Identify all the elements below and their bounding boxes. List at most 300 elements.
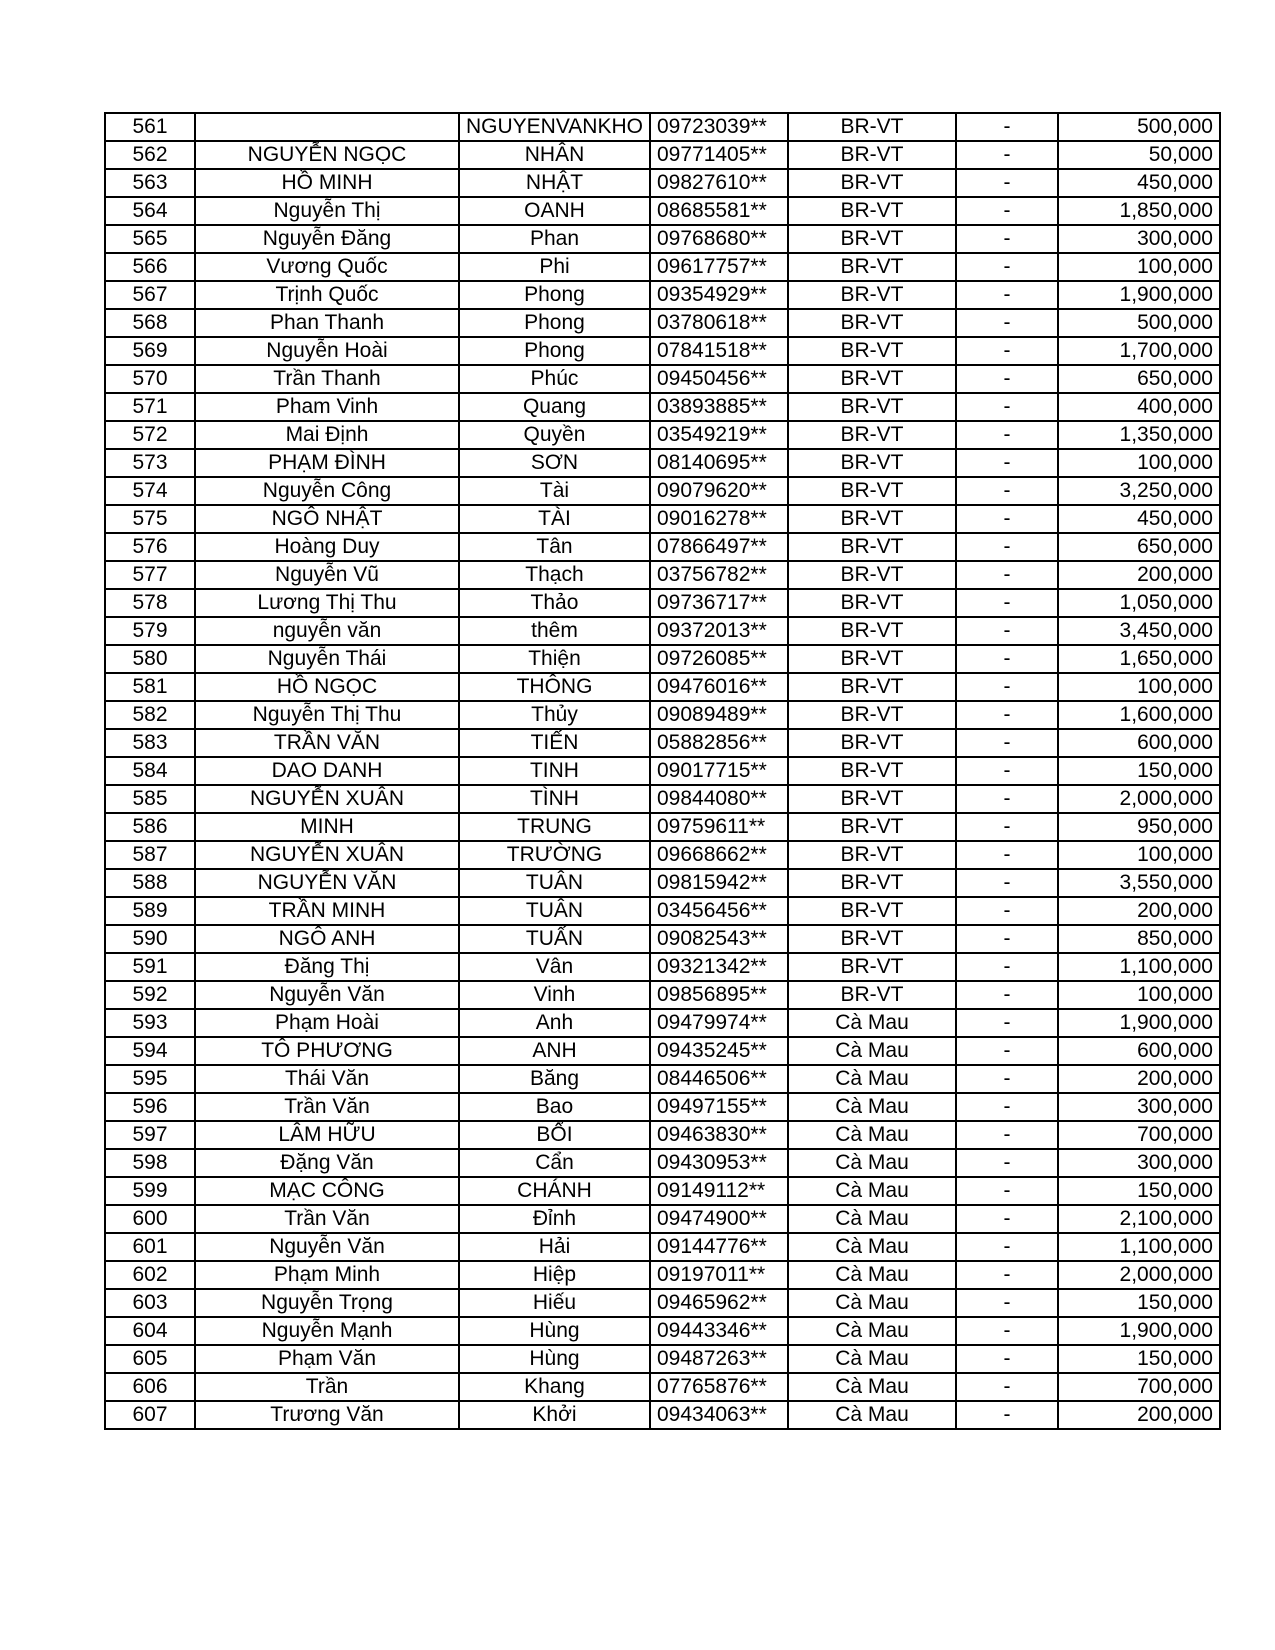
phone-cell: 09321342** xyxy=(650,953,788,981)
province-cell: Cà Mau xyxy=(788,1261,956,1289)
phone-cell: 09479974** xyxy=(650,1009,788,1037)
table-row xyxy=(105,701,1220,729)
given-name-cell: Phong xyxy=(459,309,650,337)
surname-cell: TRẦN VĂN xyxy=(195,729,459,757)
phone-cell: 09476016** xyxy=(650,673,788,701)
amount-cell: 100,000 xyxy=(1058,981,1220,1009)
amount-cell: 100,000 xyxy=(1058,841,1220,869)
amount-cell: 300,000 xyxy=(1058,1093,1220,1121)
amount-cell: 1,050,000 xyxy=(1058,589,1220,617)
table-row xyxy=(105,1373,1220,1401)
table-row xyxy=(105,925,1220,953)
table-row xyxy=(105,617,1220,645)
amount-cell: 1,900,000 xyxy=(1058,1317,1220,1345)
amount-cell: 500,000 xyxy=(1058,113,1220,141)
given-name-cell: TIẾN xyxy=(459,729,650,757)
surname-cell: nguyễn văn xyxy=(195,617,459,645)
province-cell: BR-VT xyxy=(788,785,956,813)
row-number: 581 xyxy=(105,673,195,701)
given-name-cell: Thảo xyxy=(459,589,650,617)
amount-cell: 1,850,000 xyxy=(1058,197,1220,225)
table-row xyxy=(105,393,1220,421)
phone-cell: 09082543** xyxy=(650,925,788,953)
amount-cell: 200,000 xyxy=(1058,1065,1220,1093)
surname-cell: Trần Văn xyxy=(195,1093,459,1121)
province-cell: BR-VT xyxy=(788,869,956,897)
province-cell: BR-VT xyxy=(788,225,956,253)
surname-cell: TRẦN MINH xyxy=(195,897,459,925)
given-name-cell: Đỉnh xyxy=(459,1205,650,1233)
surname-cell: Hoàng Duy xyxy=(195,533,459,561)
amount-cell: 650,000 xyxy=(1058,533,1220,561)
dash-cell: - xyxy=(956,1289,1058,1317)
province-cell: BR-VT xyxy=(788,645,956,673)
row-number: 578 xyxy=(105,589,195,617)
province-cell: Cà Mau xyxy=(788,1373,956,1401)
row-number: 561 xyxy=(105,113,195,141)
amount-cell: 650,000 xyxy=(1058,365,1220,393)
amount-cell: 100,000 xyxy=(1058,253,1220,281)
surname-cell: Vương Quốc xyxy=(195,253,459,281)
phone-cell: 09372013** xyxy=(650,617,788,645)
province-cell: BR-VT xyxy=(788,813,956,841)
province-cell: Cà Mau xyxy=(788,1289,956,1317)
row-number: 585 xyxy=(105,785,195,813)
surname-cell: NGUYỄN XUÂN xyxy=(195,785,459,813)
amount-cell: 400,000 xyxy=(1058,393,1220,421)
surname-cell: Phạm Hoài xyxy=(195,1009,459,1037)
province-cell: Cà Mau xyxy=(788,1037,956,1065)
province-cell: BR-VT xyxy=(788,337,956,365)
table-row xyxy=(105,645,1220,673)
phone-cell: 09435245** xyxy=(650,1037,788,1065)
amount-cell: 1,100,000 xyxy=(1058,1233,1220,1261)
table-row xyxy=(105,253,1220,281)
phone-cell: 07841518** xyxy=(650,337,788,365)
row-number: 570 xyxy=(105,365,195,393)
table-row xyxy=(105,225,1220,253)
dash-cell: - xyxy=(956,169,1058,197)
surname-cell: Lương Thị Thu xyxy=(195,589,459,617)
row-number: 567 xyxy=(105,281,195,309)
phone-cell: 09617757** xyxy=(650,253,788,281)
phone-cell: 09465962** xyxy=(650,1289,788,1317)
row-number: 566 xyxy=(105,253,195,281)
row-number: 580 xyxy=(105,645,195,673)
given-name-cell: TINH xyxy=(459,757,650,785)
province-cell: BR-VT xyxy=(788,673,956,701)
phone-cell: 09768680** xyxy=(650,225,788,253)
given-name-cell: NHẬT xyxy=(459,169,650,197)
surname-cell: Nguyễn Thái xyxy=(195,645,459,673)
given-name-cell: Phan xyxy=(459,225,650,253)
phone-cell: 09450456** xyxy=(650,365,788,393)
surname-cell: DAO DANH xyxy=(195,757,459,785)
row-number: 577 xyxy=(105,561,195,589)
phone-cell: 03549219** xyxy=(650,421,788,449)
province-cell: BR-VT xyxy=(788,477,956,505)
surname-cell: Trần xyxy=(195,1373,459,1401)
surname-cell: NGÔ ANH xyxy=(195,925,459,953)
dash-cell: - xyxy=(956,1065,1058,1093)
table-row xyxy=(105,169,1220,197)
surname-cell: Nguyễn Hoài xyxy=(195,337,459,365)
dash-cell: - xyxy=(956,1261,1058,1289)
given-name-cell: Tân xyxy=(459,533,650,561)
province-cell: BR-VT xyxy=(788,589,956,617)
row-number: 603 xyxy=(105,1289,195,1317)
phone-cell: 09443346** xyxy=(650,1317,788,1345)
row-number: 589 xyxy=(105,897,195,925)
row-number: 597 xyxy=(105,1121,195,1149)
given-name-cell: TRƯỜNG xyxy=(459,841,650,869)
dash-cell: - xyxy=(956,1177,1058,1205)
dash-cell: - xyxy=(956,449,1058,477)
row-number: 569 xyxy=(105,337,195,365)
amount-cell: 50,000 xyxy=(1058,141,1220,169)
table-row xyxy=(105,1205,1220,1233)
province-cell: Cà Mau xyxy=(788,1205,956,1233)
table-row xyxy=(105,113,1220,141)
province-cell: BR-VT xyxy=(788,365,956,393)
phone-cell: 03456456** xyxy=(650,897,788,925)
phone-cell: 09017715** xyxy=(650,757,788,785)
phone-cell: 05882856** xyxy=(650,729,788,757)
given-name-cell: Tài xyxy=(459,477,650,505)
surname-cell: MẠC CÔNG xyxy=(195,1177,459,1205)
row-number: 575 xyxy=(105,505,195,533)
dash-cell: - xyxy=(956,113,1058,141)
given-name-cell: Khởi xyxy=(459,1401,650,1429)
amount-cell: 1,100,000 xyxy=(1058,953,1220,981)
province-cell: Cà Mau xyxy=(788,1093,956,1121)
amount-cell: 1,350,000 xyxy=(1058,421,1220,449)
dash-cell: - xyxy=(956,197,1058,225)
table-row xyxy=(105,673,1220,701)
row-number: 605 xyxy=(105,1345,195,1373)
row-number: 588 xyxy=(105,869,195,897)
table-row xyxy=(105,589,1220,617)
surname-cell: MINH xyxy=(195,813,459,841)
table-row xyxy=(105,869,1220,897)
given-name-cell: Anh xyxy=(459,1009,650,1037)
dash-cell: - xyxy=(956,1401,1058,1429)
table-row xyxy=(105,1065,1220,1093)
province-cell: BR-VT xyxy=(788,309,956,337)
province-cell: BR-VT xyxy=(788,897,956,925)
table-row xyxy=(105,813,1220,841)
province-cell: BR-VT xyxy=(788,421,956,449)
table-row xyxy=(105,141,1220,169)
province-cell: Cà Mau xyxy=(788,1345,956,1373)
given-name-cell: Thiện xyxy=(459,645,650,673)
row-number: 607 xyxy=(105,1401,195,1429)
dash-cell: - xyxy=(956,225,1058,253)
province-cell: BR-VT xyxy=(788,533,956,561)
table-row xyxy=(105,197,1220,225)
surname-cell: Thái Văn xyxy=(195,1065,459,1093)
table-row xyxy=(105,1121,1220,1149)
dash-cell: - xyxy=(956,393,1058,421)
surname-cell: TÔ PHƯƠNG xyxy=(195,1037,459,1065)
given-name-cell: Cẩn xyxy=(459,1149,650,1177)
phone-cell: 09474900** xyxy=(650,1205,788,1233)
row-number: 563 xyxy=(105,169,195,197)
given-name-cell: TÌNH xyxy=(459,785,650,813)
table-row xyxy=(105,1261,1220,1289)
province-cell: BR-VT xyxy=(788,393,956,421)
row-number: 596 xyxy=(105,1093,195,1121)
table-row xyxy=(105,561,1220,589)
surname-cell: Nguyễn Văn xyxy=(195,1233,459,1261)
dash-cell: - xyxy=(956,869,1058,897)
surname-cell: Đăng Thị xyxy=(195,953,459,981)
dash-cell: - xyxy=(956,1121,1058,1149)
dash-cell: - xyxy=(956,981,1058,1009)
dash-cell: - xyxy=(956,141,1058,169)
given-name-cell: Khang xyxy=(459,1373,650,1401)
province-cell: BR-VT xyxy=(788,281,956,309)
given-name-cell: NHÂN xyxy=(459,141,650,169)
dash-cell: - xyxy=(956,729,1058,757)
row-number: 562 xyxy=(105,141,195,169)
province-cell: BR-VT xyxy=(788,701,956,729)
province-cell: BR-VT xyxy=(788,505,956,533)
table-row xyxy=(105,1345,1220,1373)
phone-cell: 09144776** xyxy=(650,1233,788,1261)
given-name-cell: Hiếu xyxy=(459,1289,650,1317)
province-cell: BR-VT xyxy=(788,169,956,197)
amount-cell: 700,000 xyxy=(1058,1121,1220,1149)
row-number: 579 xyxy=(105,617,195,645)
amount-cell: 200,000 xyxy=(1058,1401,1220,1429)
dash-cell: - xyxy=(956,365,1058,393)
province-cell: BR-VT xyxy=(788,953,956,981)
phone-cell: 09856895** xyxy=(650,981,788,1009)
phone-cell: 09197011** xyxy=(650,1261,788,1289)
given-name-cell: TÀI xyxy=(459,505,650,533)
amount-cell: 3,250,000 xyxy=(1058,477,1220,505)
surname-cell: PHẠM ĐÌNH xyxy=(195,449,459,477)
amount-cell: 300,000 xyxy=(1058,1149,1220,1177)
province-cell: Cà Mau xyxy=(788,1233,956,1261)
surname-cell: Pham Vinh xyxy=(195,393,459,421)
surname-cell: NGUYỄN VĂN xyxy=(195,869,459,897)
given-name-cell: Hải xyxy=(459,1233,650,1261)
given-name-cell: Phúc xyxy=(459,365,650,393)
table-row xyxy=(105,533,1220,561)
phone-cell: 09463830** xyxy=(650,1121,788,1149)
dash-cell: - xyxy=(956,309,1058,337)
phone-cell: 07866497** xyxy=(650,533,788,561)
table-row xyxy=(105,1401,1220,1429)
amount-cell: 850,000 xyxy=(1058,925,1220,953)
donation-table xyxy=(104,112,1221,1430)
amount-cell: 2,000,000 xyxy=(1058,785,1220,813)
amount-cell: 700,000 xyxy=(1058,1373,1220,1401)
phone-cell: 09487263** xyxy=(650,1345,788,1373)
table-row xyxy=(105,729,1220,757)
surname-cell: Nguyễn Mạnh xyxy=(195,1317,459,1345)
table-row xyxy=(105,981,1220,1009)
row-number: 593 xyxy=(105,1009,195,1037)
surname-cell: Trần Văn xyxy=(195,1205,459,1233)
dash-cell: - xyxy=(956,589,1058,617)
table-row xyxy=(105,1289,1220,1317)
surname-cell: Phan Thanh xyxy=(195,309,459,337)
province-cell: Cà Mau xyxy=(788,1177,956,1205)
province-cell: BR-VT xyxy=(788,253,956,281)
given-name-cell: thêm xyxy=(459,617,650,645)
dash-cell: - xyxy=(956,561,1058,589)
given-name-cell: Phong xyxy=(459,281,650,309)
table-row xyxy=(105,785,1220,813)
table-row xyxy=(105,365,1220,393)
province-cell: BR-VT xyxy=(788,197,956,225)
province-cell: BR-VT xyxy=(788,729,956,757)
table-row xyxy=(105,1009,1220,1037)
row-number: 584 xyxy=(105,757,195,785)
phone-cell: 09668662** xyxy=(650,841,788,869)
row-number: 601 xyxy=(105,1233,195,1261)
province-cell: Cà Mau xyxy=(788,1149,956,1177)
given-name-cell: BỔI xyxy=(459,1121,650,1149)
amount-cell: 150,000 xyxy=(1058,757,1220,785)
given-name-cell: TUÂN xyxy=(459,897,650,925)
amount-cell: 1,900,000 xyxy=(1058,1009,1220,1037)
row-number: 592 xyxy=(105,981,195,1009)
dash-cell: - xyxy=(956,897,1058,925)
table-row xyxy=(105,1233,1220,1261)
province-cell: BR-VT xyxy=(788,141,956,169)
phone-cell: 09079620** xyxy=(650,477,788,505)
phone-cell: 09354929** xyxy=(650,281,788,309)
table-row xyxy=(105,477,1220,505)
amount-cell: 3,550,000 xyxy=(1058,869,1220,897)
dash-cell: - xyxy=(956,757,1058,785)
surname-cell: Trịnh Quốc xyxy=(195,281,459,309)
amount-cell: 500,000 xyxy=(1058,309,1220,337)
given-name-cell: OANH xyxy=(459,197,650,225)
surname-cell: Mai Định xyxy=(195,421,459,449)
dash-cell: - xyxy=(956,701,1058,729)
row-number: 573 xyxy=(105,449,195,477)
surname-cell: LÂM HỮU xyxy=(195,1121,459,1149)
dash-cell: - xyxy=(956,337,1058,365)
row-number: 586 xyxy=(105,813,195,841)
surname-cell: Nguyễn Thị xyxy=(195,197,459,225)
province-cell: BR-VT xyxy=(788,113,956,141)
given-name-cell: Vân xyxy=(459,953,650,981)
phone-cell: 09844080** xyxy=(650,785,788,813)
amount-cell: 2,100,000 xyxy=(1058,1205,1220,1233)
given-name-cell: Hùng xyxy=(459,1345,650,1373)
phone-cell: 03893885** xyxy=(650,393,788,421)
dash-cell: - xyxy=(956,1093,1058,1121)
surname-cell: Trần Thanh xyxy=(195,365,459,393)
phone-cell: 09726085** xyxy=(650,645,788,673)
surname-cell: NGÔ NHẬT xyxy=(195,505,459,533)
surname-cell: Nguyễn Công xyxy=(195,477,459,505)
amount-cell: 1,900,000 xyxy=(1058,281,1220,309)
surname-cell: Nguyễn Vũ xyxy=(195,561,459,589)
given-name-cell: TRUNG xyxy=(459,813,650,841)
amount-cell: 200,000 xyxy=(1058,897,1220,925)
dash-cell: - xyxy=(956,1037,1058,1065)
phone-cell: 09430953** xyxy=(650,1149,788,1177)
row-number: 583 xyxy=(105,729,195,757)
table-row xyxy=(105,1037,1220,1065)
dash-cell: - xyxy=(956,1149,1058,1177)
phone-cell: 09771405** xyxy=(650,141,788,169)
given-name-cell: Vinh xyxy=(459,981,650,1009)
given-name-cell: TUẤN xyxy=(459,925,650,953)
given-name-cell: Hùng xyxy=(459,1317,650,1345)
row-number: 599 xyxy=(105,1177,195,1205)
row-number: 571 xyxy=(105,393,195,421)
given-name-cell: Thạch xyxy=(459,561,650,589)
dash-cell: - xyxy=(956,785,1058,813)
given-name-cell: SƠN xyxy=(459,449,650,477)
table-row xyxy=(105,449,1220,477)
phone-cell: 09434063** xyxy=(650,1401,788,1429)
given-name-cell: CHÁNH xyxy=(459,1177,650,1205)
row-number: 606 xyxy=(105,1373,195,1401)
surname-cell: Nguyễn Văn xyxy=(195,981,459,1009)
row-number: 595 xyxy=(105,1065,195,1093)
table-row xyxy=(105,505,1220,533)
table-row xyxy=(105,1149,1220,1177)
province-cell: BR-VT xyxy=(788,449,956,477)
table-row xyxy=(105,897,1220,925)
row-number: 564 xyxy=(105,197,195,225)
amount-cell: 150,000 xyxy=(1058,1289,1220,1317)
dash-cell: - xyxy=(956,925,1058,953)
amount-cell: 100,000 xyxy=(1058,449,1220,477)
table-row xyxy=(105,309,1220,337)
row-number: 600 xyxy=(105,1205,195,1233)
row-number: 582 xyxy=(105,701,195,729)
amount-cell: 600,000 xyxy=(1058,1037,1220,1065)
dash-cell: - xyxy=(956,1205,1058,1233)
phone-cell: 09149112** xyxy=(650,1177,788,1205)
table-row xyxy=(105,1093,1220,1121)
surname-cell: Đặng Văn xyxy=(195,1149,459,1177)
table-row xyxy=(105,953,1220,981)
row-number: 590 xyxy=(105,925,195,953)
amount-cell: 100,000 xyxy=(1058,673,1220,701)
surname-cell: Nguyễn Trọng xyxy=(195,1289,459,1317)
row-number: 576 xyxy=(105,533,195,561)
given-name-cell: THÔNG xyxy=(459,673,650,701)
amount-cell: 1,650,000 xyxy=(1058,645,1220,673)
row-number: 604 xyxy=(105,1317,195,1345)
surname-cell: Trương Văn xyxy=(195,1401,459,1429)
phone-cell: 09497155** xyxy=(650,1093,788,1121)
dash-cell: - xyxy=(956,617,1058,645)
row-number: 602 xyxy=(105,1261,195,1289)
dash-cell: - xyxy=(956,813,1058,841)
province-cell: Cà Mau xyxy=(788,1317,956,1345)
dash-cell: - xyxy=(956,1345,1058,1373)
table-body xyxy=(105,113,1220,1429)
surname-cell xyxy=(195,113,459,141)
table-row xyxy=(105,421,1220,449)
phone-cell: 09815942** xyxy=(650,869,788,897)
row-number: 594 xyxy=(105,1037,195,1065)
given-name-cell: Hiệp xyxy=(459,1261,650,1289)
dash-cell: - xyxy=(956,477,1058,505)
